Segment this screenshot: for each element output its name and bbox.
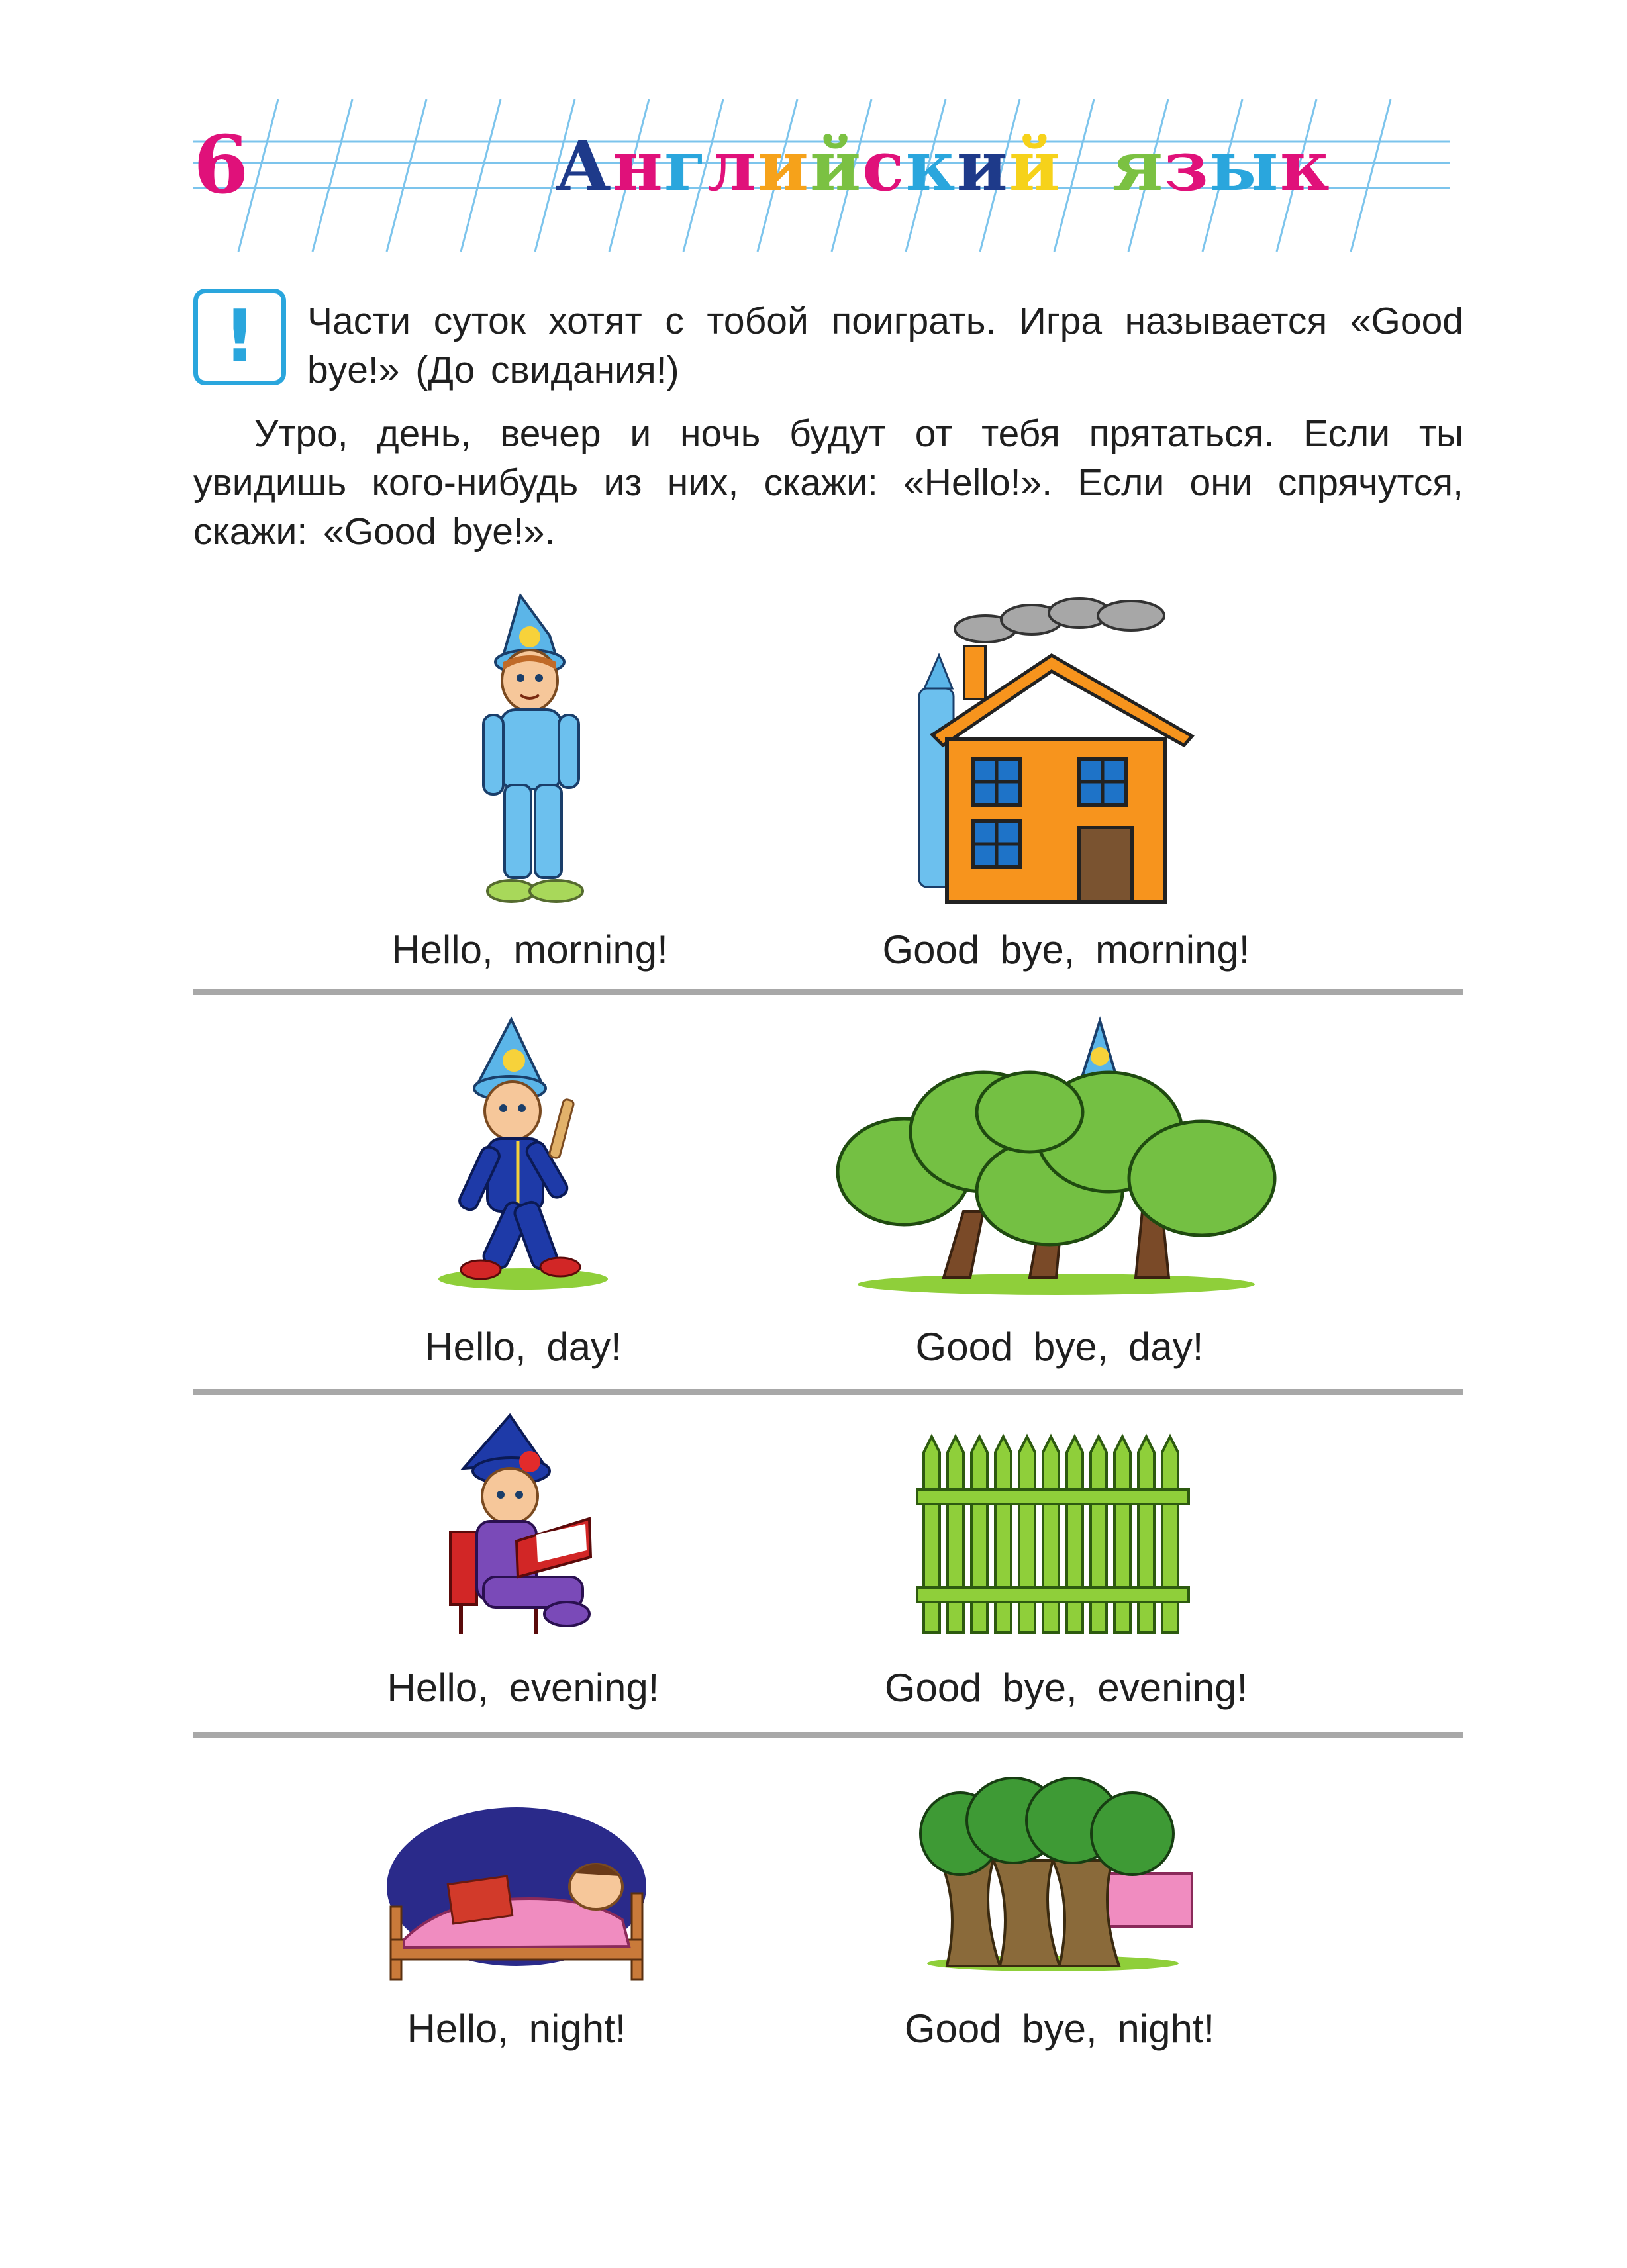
title-letter: н bbox=[612, 125, 664, 207]
caption-hello-night: Hello, night! bbox=[407, 2007, 626, 2051]
caption-hello-evening: Hello, evening! bbox=[387, 1666, 660, 1710]
title-letter: и bbox=[757, 125, 811, 207]
caption-hello-day: Hello, day! bbox=[424, 1325, 622, 1369]
title-letter: к bbox=[905, 125, 957, 207]
caption-goodbye-morning: Good bye, morning! bbox=[882, 927, 1250, 972]
caption-goodbye-day: Good bye, day! bbox=[915, 1325, 1204, 1369]
row-separator bbox=[193, 989, 1463, 995]
title-letter bbox=[1061, 123, 1112, 209]
row-separator bbox=[193, 1389, 1463, 1395]
title-letter: л bbox=[707, 125, 758, 207]
note-box bbox=[193, 289, 286, 385]
title-letter: й bbox=[1009, 125, 1061, 207]
note-text: Части суток хотят с тобой поиграть. Игра называется «Good bye!» (До свидания!) bbox=[307, 300, 1463, 391]
title-letter: й bbox=[810, 125, 863, 207]
title-letter: з bbox=[1164, 125, 1210, 207]
intro-text: Утро, день, вечер и ночь будут от тебя прятаться. Если ты увидишь кого-нибудь из них, скажи: «Hello!». Если они спрячутся, скажи: «Good bye!». bbox=[193, 412, 1463, 553]
boy-behind-fence-image bbox=[917, 1437, 1189, 1635]
row-separator bbox=[193, 1732, 1463, 1738]
title-letter: я bbox=[1112, 125, 1165, 207]
caption-goodbye-evening: Good bye, evening! bbox=[884, 1666, 1248, 1710]
title-letter: ы bbox=[1209, 125, 1280, 207]
boy-behind-house-image bbox=[906, 589, 1197, 907]
boy-reading-image bbox=[437, 1415, 603, 1640]
caption-hello-morning: Hello, morning! bbox=[391, 927, 668, 972]
page-title bbox=[555, 123, 1331, 209]
boy-sleeping-image bbox=[384, 1807, 649, 1986]
page-number: 6 bbox=[193, 118, 249, 212]
boy-walking-image bbox=[430, 1019, 616, 1291]
exclamation-icon: ! bbox=[223, 295, 256, 378]
title-letter: к bbox=[1279, 125, 1331, 207]
title-letter: и bbox=[956, 125, 1009, 207]
boy-in-pajamas-image bbox=[457, 596, 616, 914]
boy-behind-bushes-image bbox=[831, 1019, 1281, 1298]
bed-behind-trees-image bbox=[920, 1774, 1199, 1973]
title-letter: г bbox=[664, 125, 708, 207]
title-letter: с bbox=[862, 125, 906, 207]
caption-goodbye-night: Good bye, night! bbox=[904, 2007, 1215, 2051]
title-letter: А bbox=[555, 125, 613, 207]
